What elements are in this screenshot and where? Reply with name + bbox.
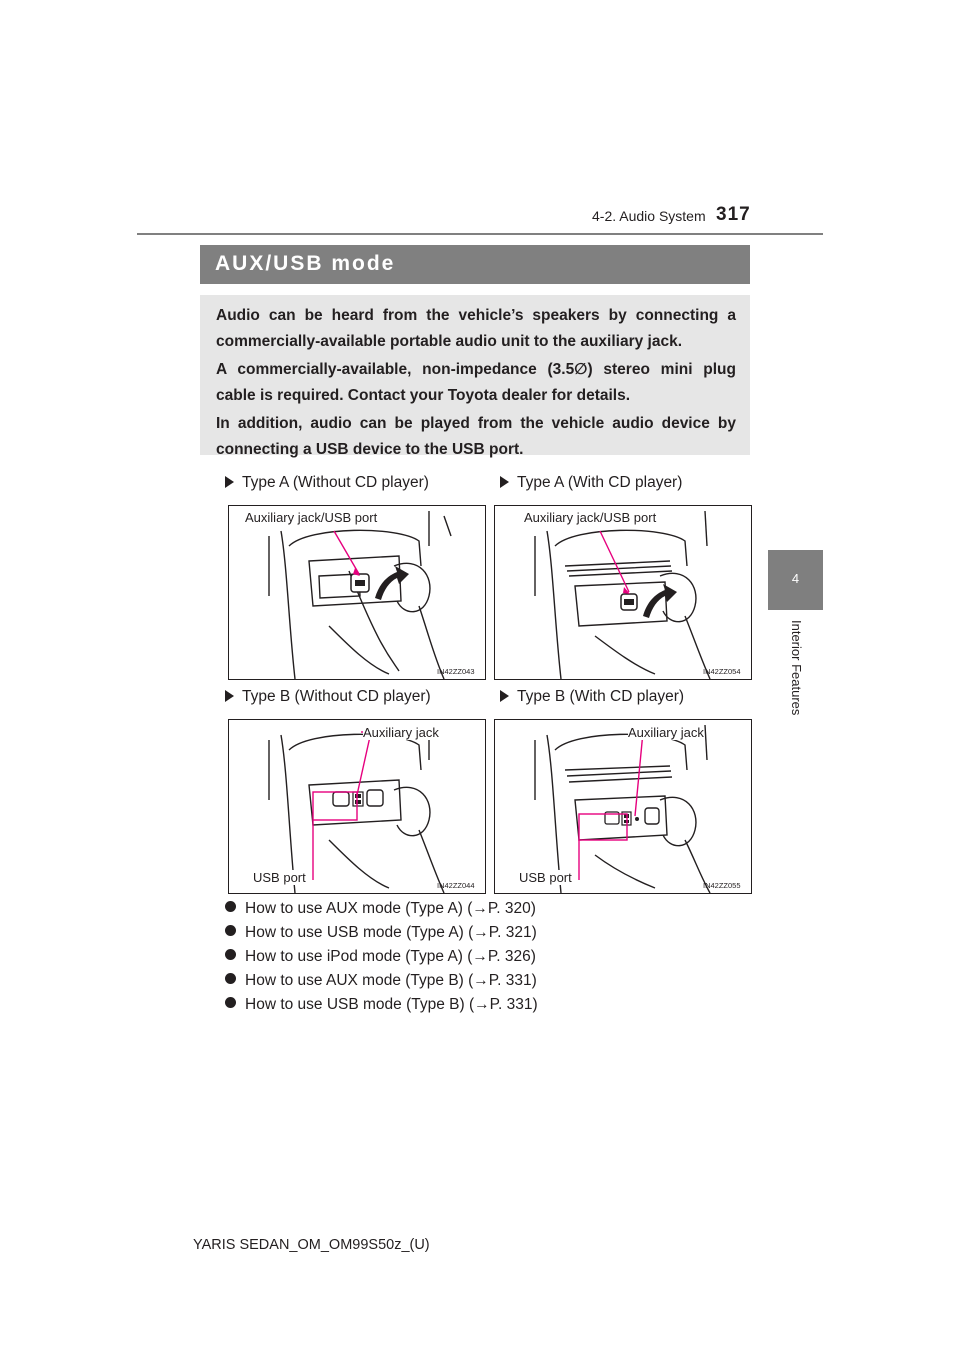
figure-caption: Type B (Without CD player) (225, 688, 431, 706)
callout-label: USB port (519, 870, 572, 885)
figure-code: IN42ZZ055 (703, 881, 741, 890)
figure-caption: Type B (With CD player) (500, 688, 684, 706)
callout-label: USB port (253, 870, 306, 885)
list-item: How to use USB mode (Type B) (→P. 331) (225, 993, 725, 1017)
section-title: 4-2. Audio System (592, 208, 706, 224)
triangle-bullet-icon (225, 476, 234, 488)
reference-list (225, 897, 725, 1017)
figure-caption: Type A (With CD player) (500, 474, 682, 492)
bullet-icon (225, 973, 236, 984)
bullet-icon (225, 901, 236, 912)
figure-type-b-with-cd (494, 719, 752, 894)
triangle-bullet-icon (500, 690, 509, 702)
figure-type-a-without-cd (228, 505, 486, 680)
intro-paragraph: In addition, audio can be played from the vehicle audio device by connecting a USB device to the USB port. (216, 415, 736, 458)
callout-label: Auxiliary jack/USB port (524, 510, 657, 525)
triangle-bullet-icon (225, 690, 234, 702)
figure-type-b-without-cd (228, 719, 486, 894)
console-illustration (495, 720, 751, 893)
bullet-icon (225, 997, 236, 1008)
list-item: How to use USB mode (Type A) (→P. 321) (225, 921, 725, 945)
figure-code: IN42ZZ043 (437, 667, 475, 676)
chapter-label: Interior Features (789, 620, 804, 716)
page-title: AUX/USB mode (215, 252, 396, 275)
chapter-number: 4 (791, 571, 800, 586)
page-number: 317 (716, 204, 751, 225)
list-item: How to use iPod mode (Type A) (→P. 326) (225, 945, 725, 969)
footer-model-code: YARIS SEDAN_OM_OM99S50z_(U) (193, 1237, 430, 1253)
intro-paragraph: Audio can be heard from the vehicle’s speakers by connecting a commercially-available portable audio unit to the auxiliary jack. (216, 307, 736, 350)
intro-paragraph: A commercially-available, non-impedance (3.5∅) stereo mini plug cable is required. Contact your Toyota dealer for details. (216, 361, 736, 404)
header-rule (137, 233, 823, 235)
callout-label: Auxiliary jack/USB port (245, 510, 378, 525)
list-item: How to use AUX mode (Type A) (→P. 320) (225, 897, 725, 921)
intro-box (200, 295, 750, 458)
list-item: How to use AUX mode (Type B) (→P. 331) (225, 969, 725, 993)
console-illustration (229, 506, 485, 679)
callout-label: Auxiliary jack (628, 725, 704, 740)
triangle-bullet-icon (500, 476, 509, 488)
bullet-icon (225, 925, 236, 936)
bullet-icon (225, 949, 236, 960)
callout-label: Auxiliary jack (363, 725, 439, 740)
console-illustration (229, 720, 485, 893)
figure-type-a-with-cd (494, 505, 752, 680)
figure-code: IN42ZZ054 (703, 667, 741, 676)
figure-code: IN42ZZ044 (437, 881, 475, 890)
console-illustration (495, 506, 751, 679)
figure-caption: Type A (Without CD player) (225, 474, 429, 492)
